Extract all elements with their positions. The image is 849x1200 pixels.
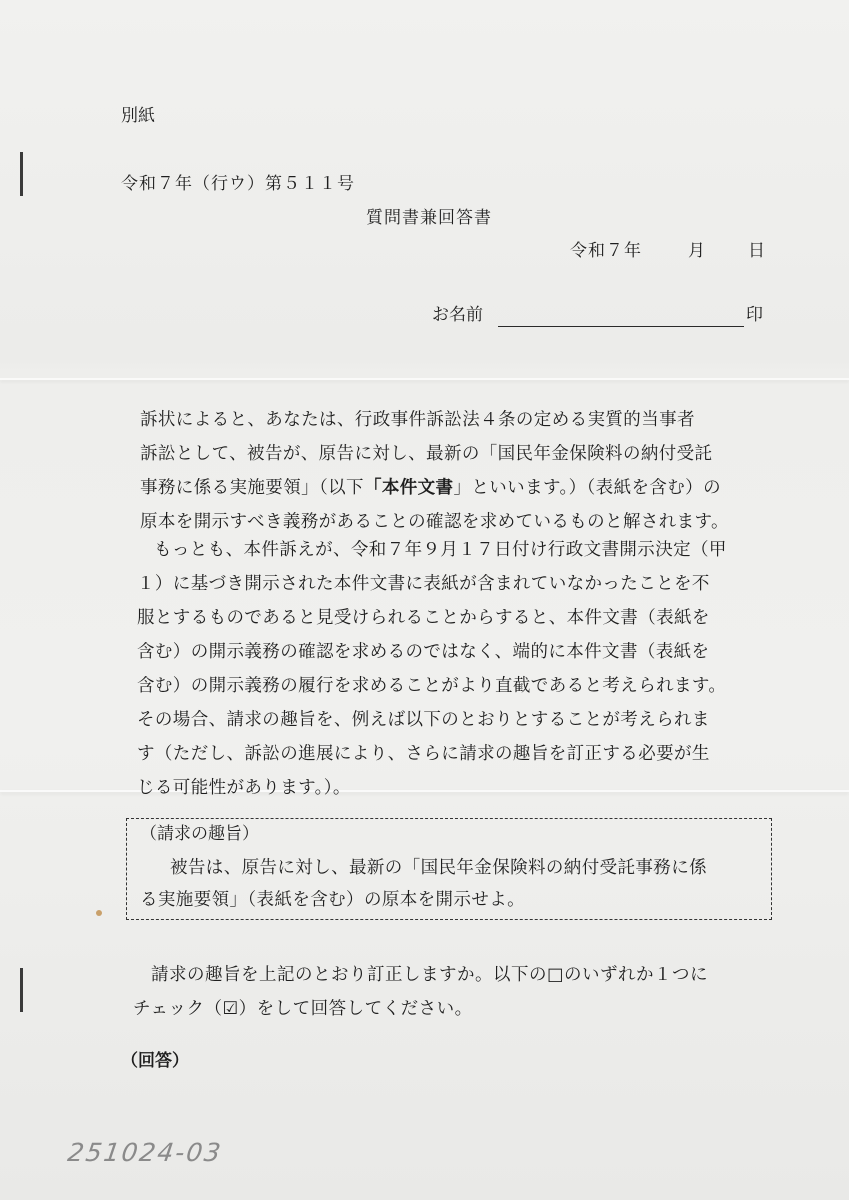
- date-month-label: 月: [688, 241, 705, 261]
- paragraph-line: 服とするものであると見受けられることからすると、本件文書（表紙を: [137, 608, 710, 628]
- claim-heading: （請求の趣旨）: [140, 824, 259, 844]
- body-paragraph-1: [140, 403, 729, 539]
- answer-heading: （回答）: [121, 1051, 189, 1071]
- date-day-label: 日: [748, 241, 765, 261]
- paragraph-line: その場合、請求の趣旨を、例えば以下のとおりとすることが考えられま: [137, 710, 710, 730]
- paragraph-line: 含む）の開示義務の履行を求めることがより直截であると考えられます。: [137, 676, 727, 696]
- paragraph-line: [140, 471, 729, 505]
- date-era-year: 令和７年: [570, 241, 642, 261]
- name-signature-line[interactable]: [498, 326, 744, 327]
- handwritten-reference-number: 251024-03: [65, 1138, 225, 1167]
- document-title: 質問書兼回答書: [366, 208, 492, 228]
- paragraph-line: １）に基づき開示された本件文書に表紙が含まれていなかったことを不: [137, 574, 710, 594]
- defined-term-open: 「: [363, 478, 382, 498]
- question-text: [133, 958, 708, 1026]
- paragraph-line: す（ただし、訴訟の進展により、さらに請求の趣旨を訂正する必要が生: [137, 744, 710, 764]
- question-line: 請求の趣旨を上記のとおり訂正しますか。以下の□のいずれか１つに: [151, 965, 709, 985]
- paragraph-line: じる可能性があります。）。: [137, 778, 351, 798]
- claim-line: る実施要領」（表紙を含む）の原本を開示せよ。: [140, 890, 526, 910]
- claim-line: 被告は、原告に対し、最新の「国民年金保険料の納付受託事務に係: [170, 858, 707, 878]
- paper-fold-line: [0, 378, 849, 380]
- paragraph-line: 訴訟として、被告が、原告に対し、最新の「国民年金保険料の納付受託: [140, 444, 713, 464]
- paragraph-text: 」といいます。）（表紙を含む）の: [453, 478, 721, 498]
- body-paragraph-2: [137, 533, 727, 805]
- paper-stain: [96, 910, 102, 916]
- defined-term: 本件文書: [381, 478, 454, 498]
- claim-text: [140, 852, 707, 916]
- paragraph-line: もっとも、本件訴えが、令和７年９月１７日付け行政文書開示決定（甲: [154, 540, 727, 560]
- paragraph-line: 原本を開示すべき義務があることの確認を求めているものと解されます。: [140, 512, 729, 532]
- binding-mark: [20, 968, 23, 1012]
- paragraph-line: 訴状によると、あなたは、行政事件訴訟法４条の定める実質的当事者: [140, 410, 695, 430]
- seal-label: 印: [746, 305, 763, 325]
- name-field-label: お名前: [432, 305, 483, 325]
- paragraph-text: 事務に係る実施要領」（以下: [140, 478, 364, 498]
- case-number: 令和７年（行ウ）第５１１号: [121, 174, 355, 194]
- attachment-label: 別紙: [121, 106, 155, 126]
- binding-mark: [20, 152, 23, 196]
- question-line: チェック（☑）をして回答してください。: [133, 999, 473, 1019]
- paragraph-line: 含む）の開示義務の確認を求めるのではなく、端的に本件文書（表紙を: [137, 642, 710, 662]
